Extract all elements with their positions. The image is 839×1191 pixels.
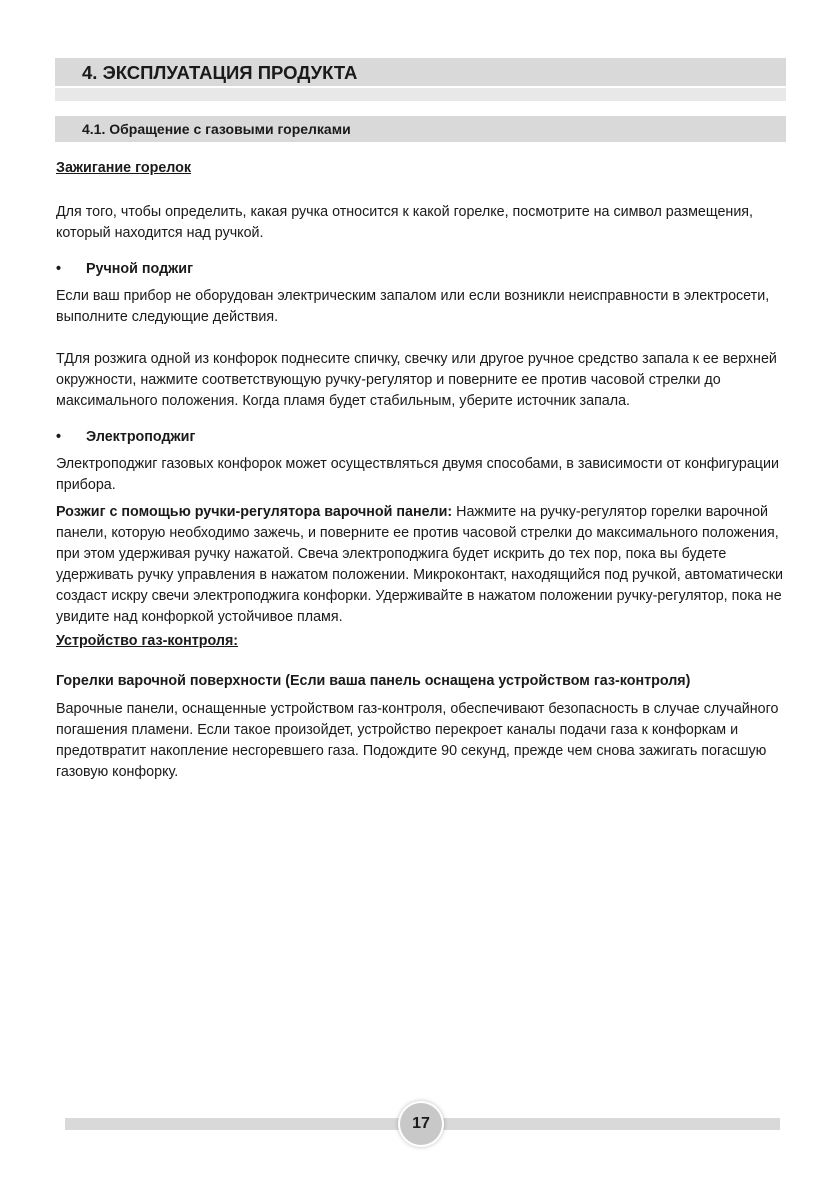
section-title: 4. ЭКСПЛУАТАЦИЯ ПРОДУКТА <box>82 62 358 83</box>
manual-heading: Ручной поджиг <box>86 261 194 277</box>
manual-paragraph-2: ТДля розжига одной из конфорок поднесите спичку, свечку или другое ручное средство запала к ее верхней окружности, нажмите соответствующую ручку-регулятор и поверните ее против часовой стрелки до максимального положения. Когда пламя будет стабильным, уберите источник запала. <box>56 351 777 409</box>
bullet-icon: • <box>56 429 62 445</box>
electric-bullet-item <box>56 427 786 448</box>
ignition-intro: Для того, чтобы определить, какая ручка относится к какой горелке, посмотрите на символ размещения, который находится над ручкой. <box>56 204 754 241</box>
electric-paragraph-1: Электроподжиг газовых конфорок может осуществляться двумя способами, в зависимости от конфигурации прибора. <box>56 456 779 493</box>
electric-heading: Электроподжиг <box>86 429 196 445</box>
section-header <box>55 58 786 86</box>
gas-control-text: Варочные панели, оснащенные устройством газ-контроля, обеспечивают безопасность в случае случайного погашения пламени. Если такое произойдет, устройство перекроет каналы подачи газа к конфоркам и предотвратит накопление несгоревшего газа. Подождите 90 секунд, прежде чем снова зажигать погасшую газовую конфорку. <box>56 701 779 780</box>
manual-bullet-item <box>56 259 786 280</box>
gas-control-heading: Устройство газ-контроля: <box>56 633 239 649</box>
page-content <box>56 158 786 783</box>
bullet-icon: • <box>56 261 62 277</box>
subsection-title: 4.1. Обращение с газовыми горелками <box>82 121 351 137</box>
manual-paragraph-1: Если ваш прибор не оборудован электрическим запалом или если возникли неисправности в электросети, выполните следующие действия. <box>56 288 770 325</box>
gas-control-subheading: Горелки варочной поверхности (Если ваша панель оснащена устройством газ-контроля) <box>56 673 691 689</box>
electric-paragraph-2 <box>56 502 786 628</box>
ignition-heading: Зажигание горелок <box>56 160 192 176</box>
page-number: 17 <box>400 1103 442 1145</box>
section-divider <box>55 88 786 101</box>
electric-method-text: Нажмите на ручку-регулятор горелки варочной панели, которую необходимо зажечь, и поверните ее против часовой стрелки до максимального положения, при этом удерживая ручку нажатой. Свеча электроподжига будет искрить до тех пор, пока вы будете удерживать ручку управления в нажатом положении. Микроконтакт, находящийся под ручкой, автоматически создаст искру свечи электроподжига конфорки. Удерживайте в нажатом положении ручку-регулятор, пока не увидите над конфоркой устойчивое пламя. <box>56 504 784 625</box>
electric-method-label: Розжиг с помощью ручки-регулятора варочной панели: <box>56 504 453 520</box>
subsection-header <box>55 116 786 142</box>
